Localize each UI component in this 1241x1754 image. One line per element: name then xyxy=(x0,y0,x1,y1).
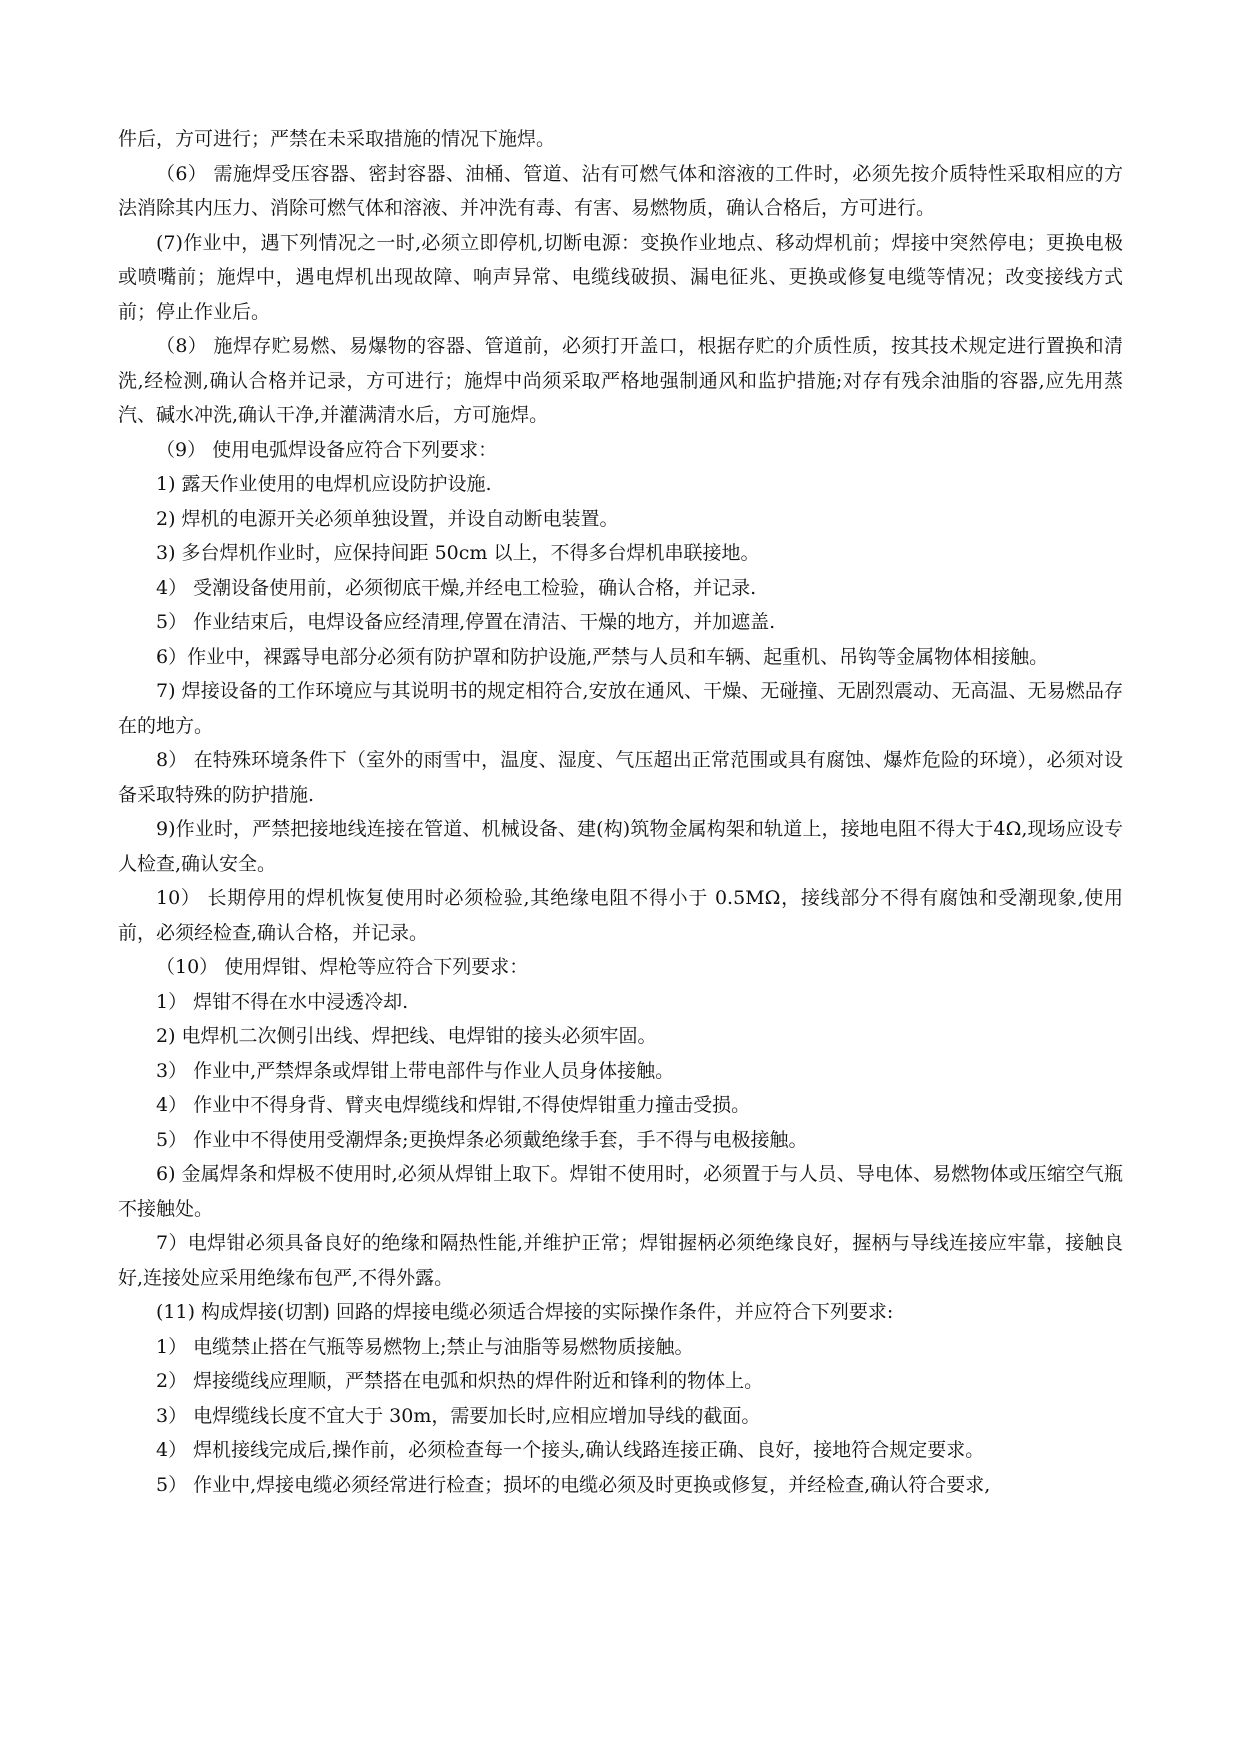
paragraph: （8） 施焊存贮易燃、易爆物的容器、管道前，必须打开盖口，根据存贮的介质性质，按其技术规定进行置换和清洗,经检测,确认合格并记录，方可进行；施焊中尚须采取严格地强制通风和监护措施;对存有残余油脂的容器,应先用蒸汽、碱水冲洗,确认干净,并灌满清水后，方可施焊。 xyxy=(118,335,1123,426)
paragraph: （9） 使用电弧焊设备应符合下列要求： xyxy=(156,438,498,461)
paragraph: (11) 构成焊接(切割) 回路的焊接电缆必须适合焊接的实际操作条件，并应符合下列要求: xyxy=(156,1301,894,1323)
list-item: 1） 电缆禁止搭在气瓶等易燃物上;禁止与油脂等易燃物质接触。 xyxy=(156,1335,694,1358)
list-item: 2) 焊机的电源开关必须单独设置，并设自动断电装置。 xyxy=(156,507,619,530)
list-item: 2） 焊接缆线应理顺，严禁搭在电弧和炽热的焊件附近和锋利的物体上。 xyxy=(156,1370,764,1392)
list-item: 10） 长期停用的焊机恢复使用时必须检验,其绝缘电阻不得小于 0.5MΩ，接线部分不得有腐蚀和受潮现象,使用前，必须经检查,确认合格，并记录。 xyxy=(118,887,1123,944)
list-item: 6) 金属焊条和焊极不使用时,必须从焊钳上取下。焊钳不使用时，必须置于与人员、导电体、易燃物体或压缩空气瓶不接触处。 xyxy=(118,1163,1123,1220)
list-item: 3） 作业中,严禁焊条或焊钳上带电部件与作业人员身体接触。 xyxy=(156,1059,675,1082)
list-item: 5） 作业中不得使用受潮焊条;更换焊条必须戴绝缘手套，手不得与电极接触。 xyxy=(156,1128,808,1151)
document-body xyxy=(118,122,1123,1502)
list-item: 6）作业中，裸露导电部分必须有防护罩和防护设施,严禁与人员和车辆、起重机、吊钩等金属物体相接触。 xyxy=(156,645,1049,668)
list-item: 1) 露天作业使用的电焊机应设防护设施. xyxy=(156,473,492,495)
list-item: 1） 焊钳不得在水中浸透冷却. xyxy=(156,990,409,1013)
list-item: 5） 作业结束后，电焊设备应经清理,停置在清洁、干燥的地方，并加遮盖. xyxy=(156,611,776,633)
paragraph: （10） 使用焊钳、焊枪等应符合下列要求： xyxy=(156,956,529,978)
list-item: 4） 受潮设备使用前，必须彻底干燥,并经电工检验，确认合格，并记录. xyxy=(156,576,757,599)
paragraph: 件后，方可进行；严禁在未采取措施的情况下施焊。 xyxy=(118,128,556,150)
list-item: 7) 焊接设备的工作环境应与其说明书的规定相符合,安放在通风、干燥、无碰撞、无剧烈震动、无高温、无易燃品存在的地方。 xyxy=(118,680,1123,737)
list-item: 3) 多台焊机作业时，应保持间距 50cm 以上，不得多台焊机串联接地。 xyxy=(156,542,760,564)
list-item: 7）电焊钳必须具备良好的绝缘和隔热性能,并维护正常；焊钳握柄必须绝缘良好，握柄与导线连接应牢靠，接触良好,连接处应采用绝缘布包严,不得外露。 xyxy=(118,1232,1123,1289)
list-item: 5） 作业中,焊接电缆必须经常进行检查；损坏的电缆必须及时更换或修复，并经检查,确认符合要求, xyxy=(156,1473,991,1496)
list-item: 4） 焊机接线完成后,操作前，必须检查每一个接头,确认线路连接正确、良好，接地符合规定要求。 xyxy=(156,1439,985,1461)
list-item: 3） 电焊缆线长度不宜大于 30m，需要加长时,应相应增加导线的截面。 xyxy=(156,1404,761,1427)
list-item: 2) 电焊机二次侧引出线、焊把线、电焊钳的接头必须牢固。 xyxy=(156,1025,657,1047)
list-item: 8） 在特殊环境条件下（室外的雨雪中，温度、湿度、气压超出正常范围或具有腐蚀、爆炸危险的环境），必须对设备采取特殊的防护措施. xyxy=(118,749,1123,806)
paragraph: (7)作业中，遇下列情况之一时,必须立即停机,切断电源：变换作业地点、移动焊机前；焊接中突然停电；更换电极或喷嘴前；施焊中，遇电焊机出现故障、响声异常、电缆线破损、漏电征兆、更换或修复电缆等情况；改变接线方式前；停止作业后。 xyxy=(118,231,1123,323)
list-item: 9)作业时，严禁把接地线连接在管道、机械设备、建(构)筑物金属构架和轨道上，接地电阻不得大于4Ω,现场应设专人检查,确认安全。 xyxy=(118,818,1123,875)
paragraph: （6） 需施焊受压容器、密封容器、油桶、管道、沾有可燃气体和溶液的工件时，必须先按介质特性采取相应的方法消除其内压力、消除可燃气体和溶液、并冲洗有毒、有害、易燃物质，确认合格后，方可进行。 xyxy=(118,162,1123,219)
list-item: 4） 作业中不得身背、臂夹电焊缆线和焊钳,不得使焊钳重力撞击受损。 xyxy=(156,1094,751,1116)
